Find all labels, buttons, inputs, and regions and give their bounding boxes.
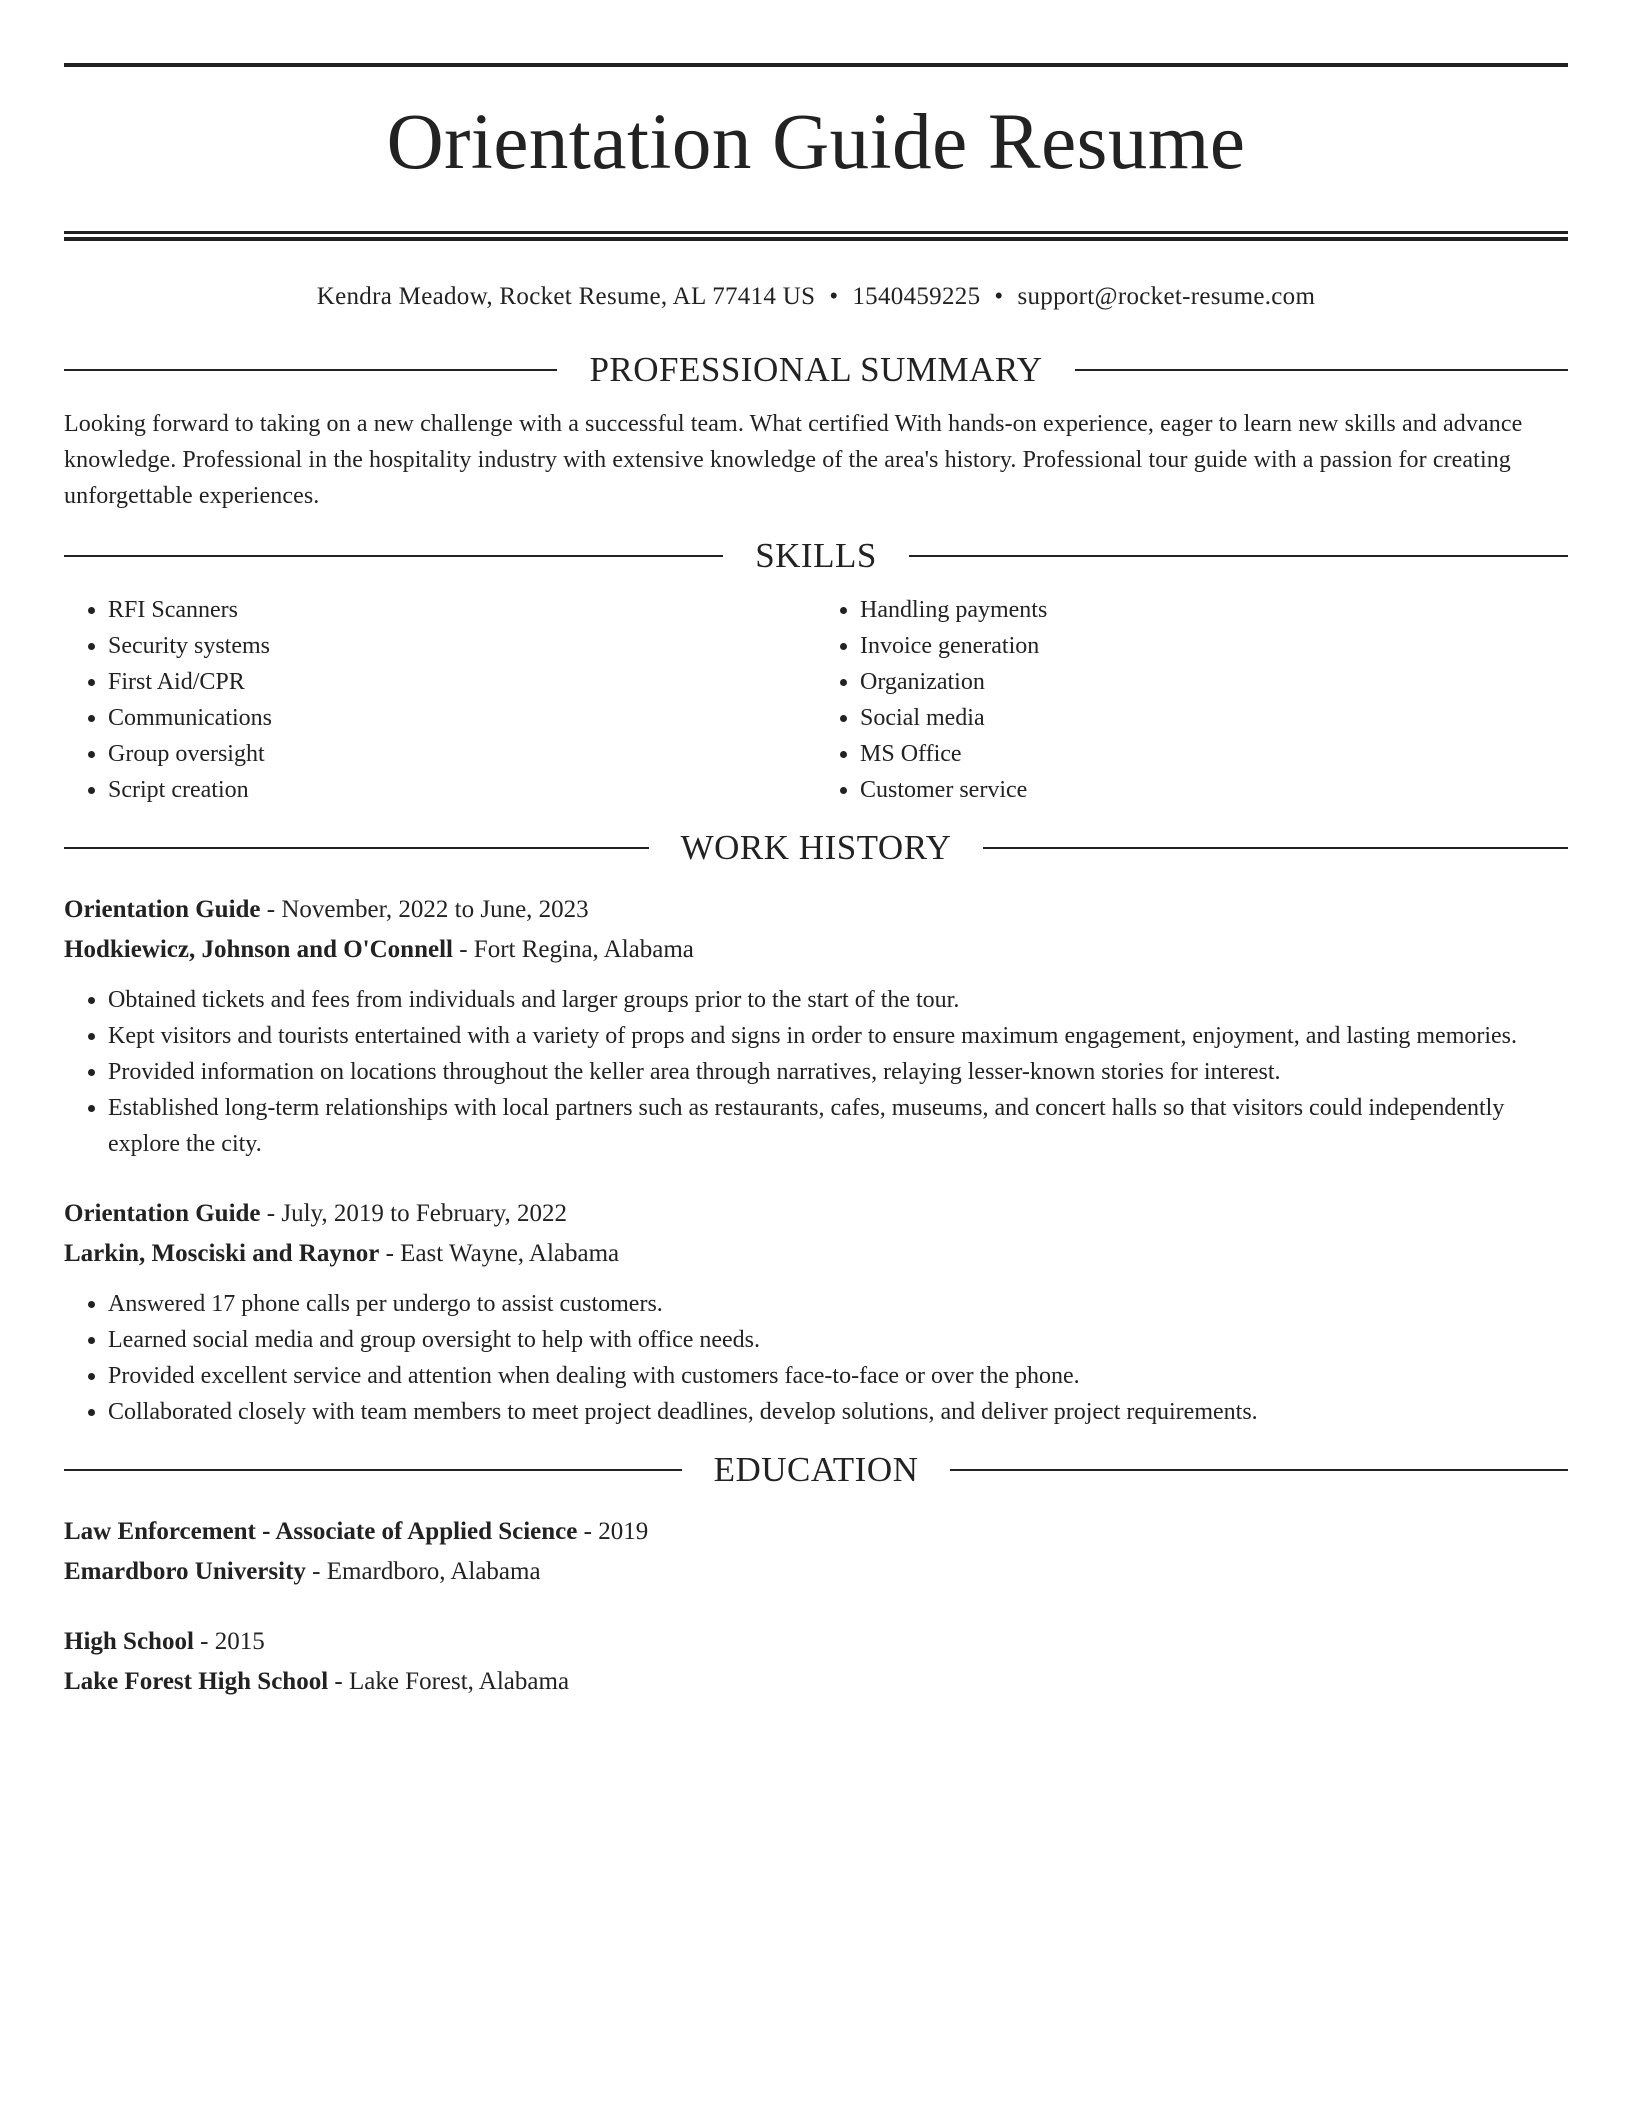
heading-rule-right xyxy=(983,847,1568,849)
job-company: Larkin, Mosciski and Raynor xyxy=(64,1240,380,1267)
skill-item: • Security systems xyxy=(108,628,816,664)
job-company: Hodkiewicz, Johnson and O'Connell xyxy=(64,936,453,963)
skill-item: • Customer service xyxy=(860,772,1568,808)
heading-rule-left xyxy=(64,369,557,371)
skills-column-right xyxy=(816,592,1568,808)
contact-address: Kendra Meadow, Rocket Resume, AL 77414 US xyxy=(316,283,816,310)
heading-rule-right xyxy=(950,1469,1568,1471)
skill-item: • MS Office xyxy=(860,736,1568,772)
summary-text: Looking forward to taking on a new challenge with a successful team. What certified With hands-on experience, eager to learn new skills and advance knowledge. Professional in the hospitality industry with extensive knowledge of the area's history. Professional tour guide with a passion for creating unforgettable experiences. xyxy=(64,411,1523,509)
summary-heading-label: PROFESSIONAL SUMMARY xyxy=(589,350,1043,389)
skill-item: • Script creation xyxy=(108,772,816,808)
skill-item: • RFI Scanners xyxy=(108,592,816,628)
heading-rule-left xyxy=(64,555,723,557)
skill-item: • Organization xyxy=(860,664,1568,700)
job-location: - Fort Regina, Alabama xyxy=(452,936,694,963)
job-company-line xyxy=(64,930,1568,970)
heading-rule-left xyxy=(64,847,649,849)
edu-school: Lake Forest High School xyxy=(64,1668,329,1695)
job-duties xyxy=(64,982,1568,1162)
duty-item: • Provided excellent service and attention when dealing with customers face-to-face or over the phone. xyxy=(108,1358,1568,1394)
job-company-line xyxy=(64,1234,1568,1274)
edu-school: Emardboro University xyxy=(64,1558,306,1585)
heading-rule-right xyxy=(909,555,1568,557)
duty-item: • Collaborated closely with team members to meet project deadlines, develop solutions, and deliver project requirements. xyxy=(108,1394,1568,1430)
contact-line xyxy=(64,282,1568,312)
duty-item: • Kept visitors and tourists entertained with a variety of props and signs in order to ensure maximum engagement, enjoyment, and lasting memories. xyxy=(108,1018,1568,1054)
education-heading xyxy=(64,1450,1568,1490)
job-entry xyxy=(64,1194,1568,1430)
education-entry xyxy=(64,1512,1568,1592)
edu-school-line xyxy=(64,1552,1568,1592)
education-heading-label: EDUCATION xyxy=(713,1450,919,1489)
summary-heading xyxy=(64,350,1568,390)
edu-location: - Lake Forest, Alabama xyxy=(328,1668,570,1695)
job-title-line xyxy=(64,1194,1568,1234)
duty-item: • Provided information on locations throughout the keller area through narratives, relaying lesser-known stories for interest. xyxy=(108,1054,1568,1090)
edu-degree: Law Enforcement - Associate of Applied Science xyxy=(64,1518,578,1545)
duty-item: • Learned social media and group oversight to help with office needs. xyxy=(108,1322,1568,1358)
edu-school-line xyxy=(64,1662,1568,1702)
job-title: Orientation Guide xyxy=(64,896,261,923)
skill-item: • Social media xyxy=(860,700,1568,736)
skills-heading xyxy=(64,536,1568,576)
job-title-line xyxy=(64,890,1568,930)
top-rule xyxy=(64,63,1568,67)
edu-location: - Emardboro, Alabama xyxy=(305,1558,541,1585)
skill-item: • Communications xyxy=(108,700,816,736)
edu-degree: High School xyxy=(64,1628,194,1655)
work-heading-label: WORK HISTORY xyxy=(680,828,952,867)
edu-year: - 2019 xyxy=(577,1518,649,1545)
job-dates: - November, 2022 to June, 2023 xyxy=(260,896,589,923)
skill-item: • First Aid/CPR xyxy=(108,664,816,700)
duty-item: • Established long-term relationships with local partners such as restaurants, cafes, museums, and concert halls so that visitors could independently explore the city. xyxy=(108,1090,1568,1162)
heading-rule-right xyxy=(1075,369,1568,371)
work-heading xyxy=(64,828,1568,868)
skill-item: • Handling payments xyxy=(860,592,1568,628)
skills-list xyxy=(64,592,1568,808)
education-entry xyxy=(64,1622,1568,1702)
job-dates: - July, 2019 to February, 2022 xyxy=(260,1200,567,1227)
job-entry xyxy=(64,890,1568,1162)
job-duties xyxy=(64,1286,1568,1430)
skills-heading-label: SKILLS xyxy=(755,536,877,575)
title-double-rule xyxy=(64,231,1568,241)
contact-phone: 1540459225 xyxy=(852,283,981,310)
resume-title: Orientation Guide Resume xyxy=(386,99,1246,186)
duty-item: • Answered 17 phone calls per undergo to assist customers. xyxy=(108,1286,1568,1322)
edu-degree-line xyxy=(64,1512,1568,1552)
contact-separator: • xyxy=(829,283,839,310)
contact-separator: • xyxy=(994,283,1004,310)
skills-column-left xyxy=(64,592,816,808)
skill-item: • Group oversight xyxy=(108,736,816,772)
duty-item: • Obtained tickets and fees from individuals and larger groups prior to the start of the tour. xyxy=(108,982,1568,1018)
heading-rule-left xyxy=(64,1469,682,1471)
skill-item: • Invoice generation xyxy=(860,628,1568,664)
job-title: Orientation Guide xyxy=(64,1200,261,1227)
contact-email: support@rocket-resume.com xyxy=(1017,283,1316,310)
job-location: - East Wayne, Alabama xyxy=(379,1240,620,1267)
edu-degree-line xyxy=(64,1622,1568,1662)
edu-year: - 2015 xyxy=(193,1628,265,1655)
